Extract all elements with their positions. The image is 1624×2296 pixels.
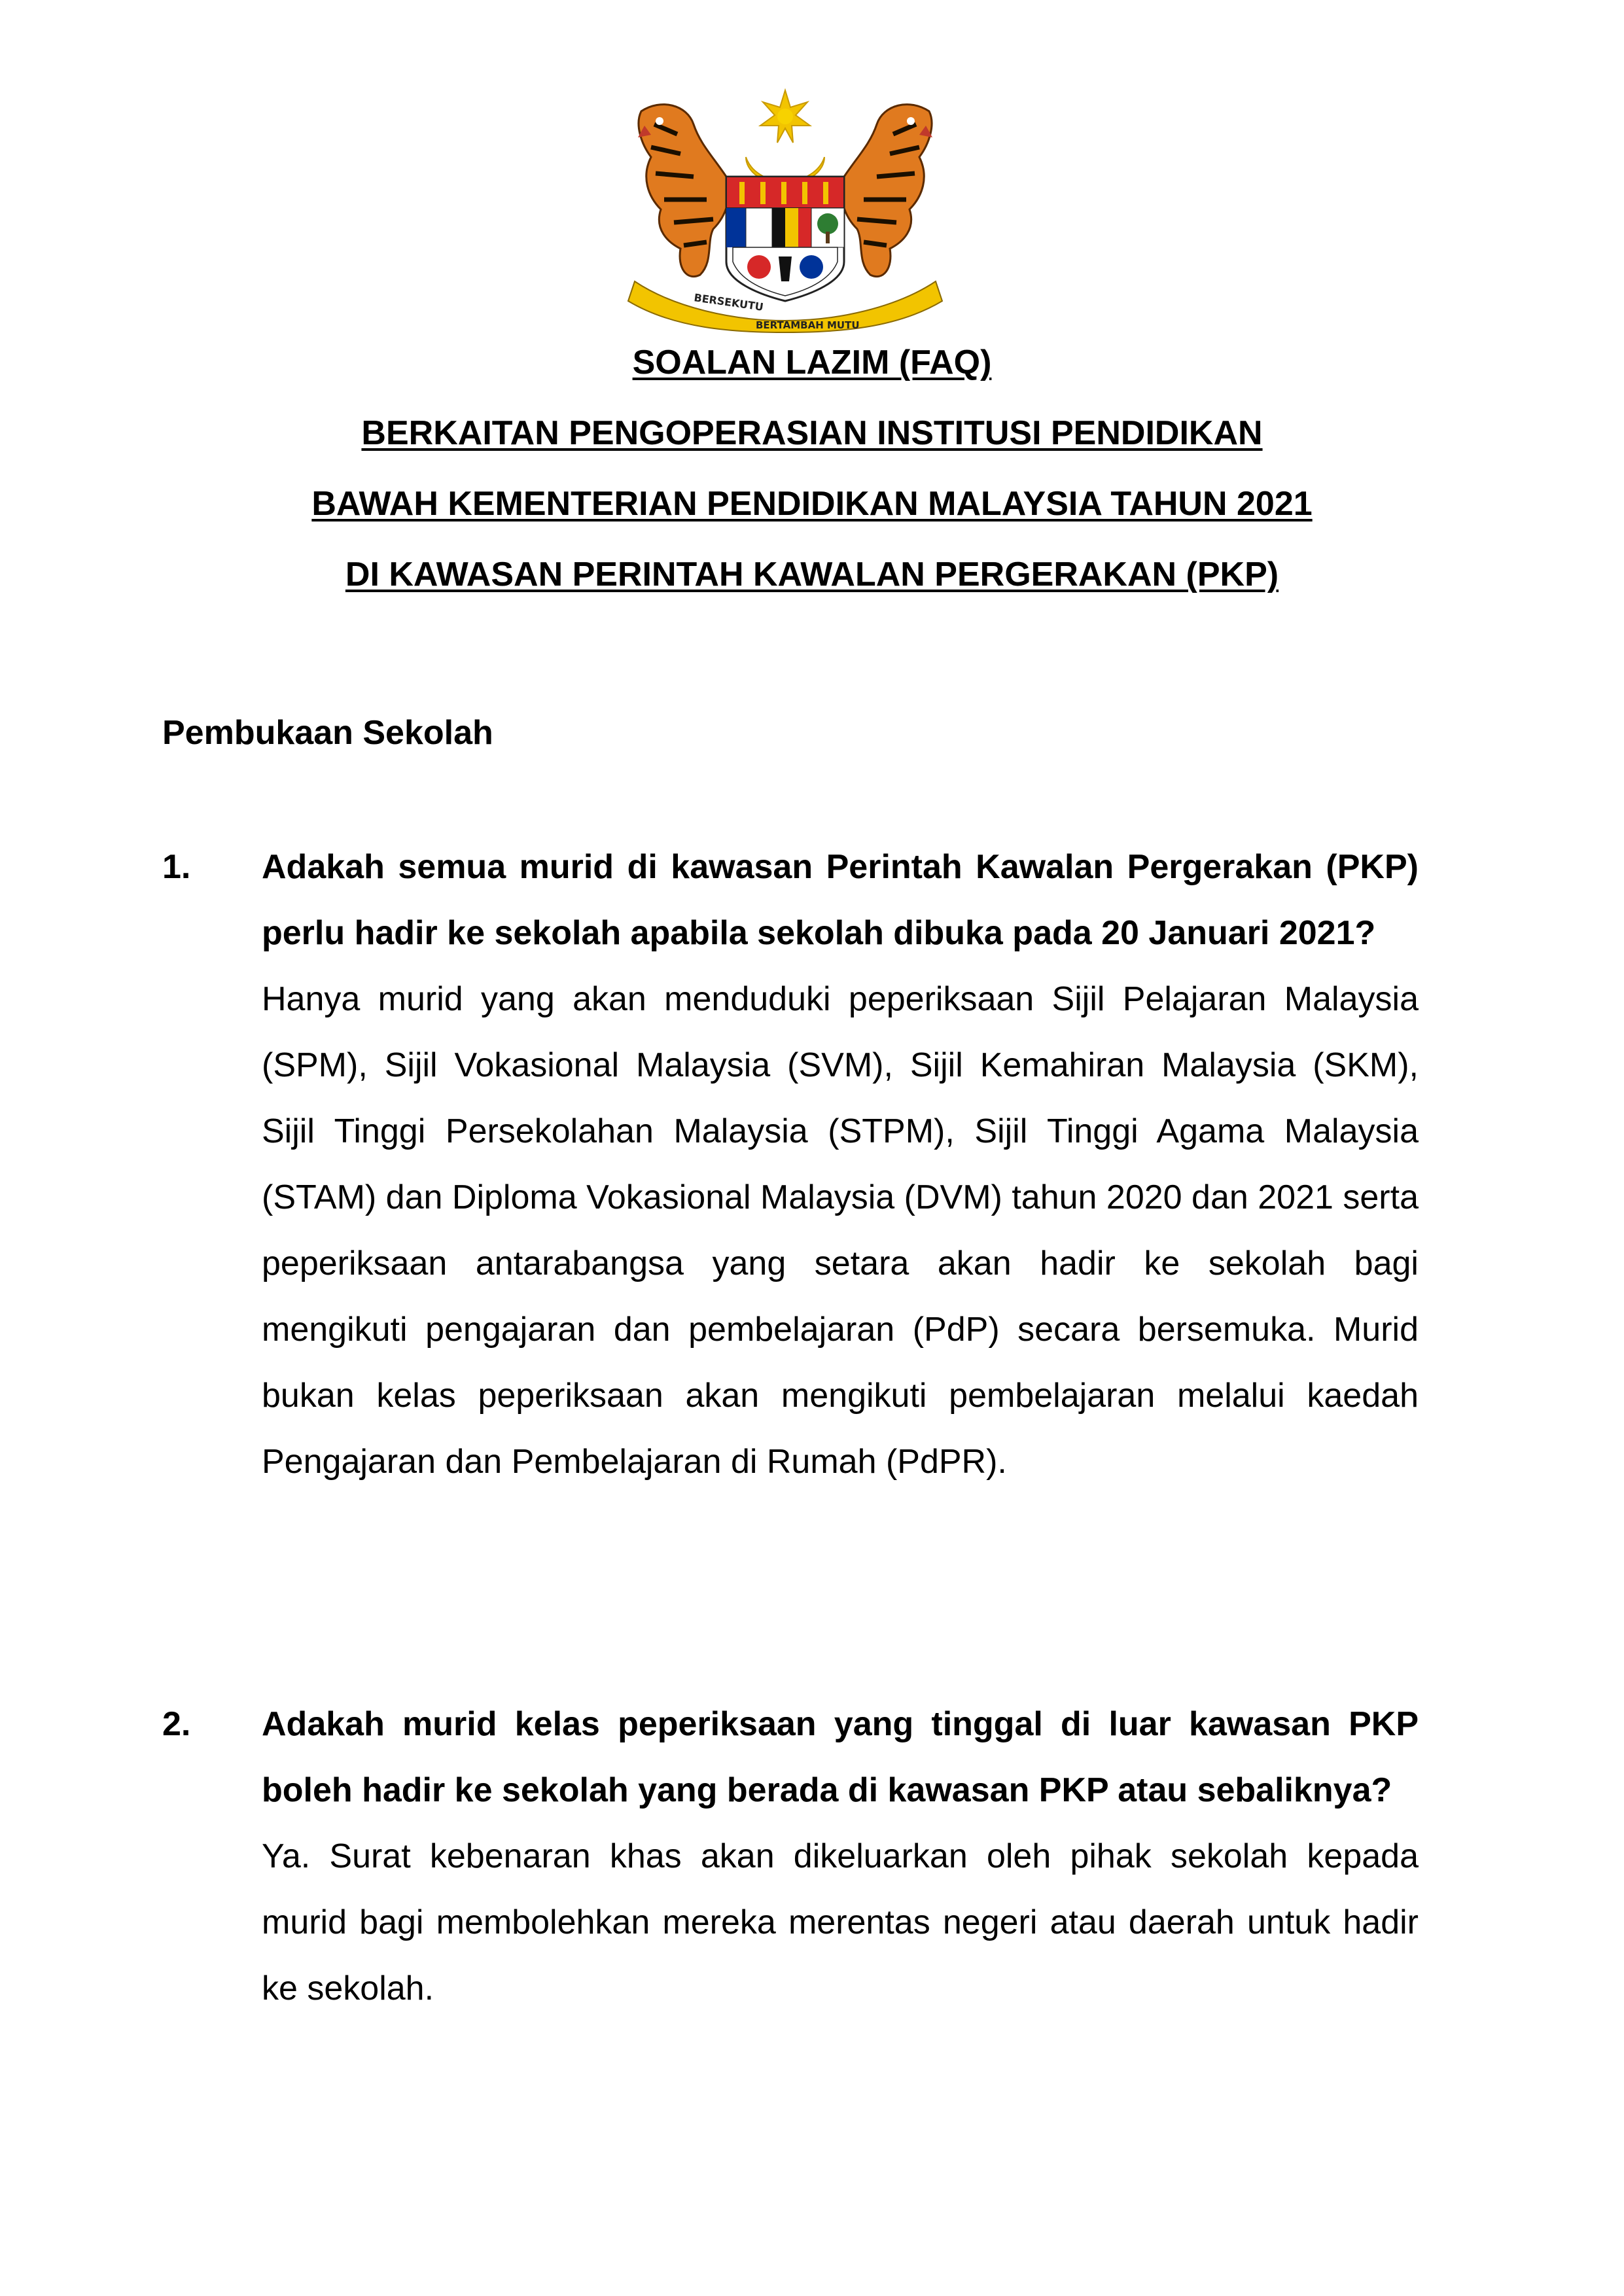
- faq-body: [262, 834, 1419, 1495]
- title-line-4: DI KAWASAN PERINTAH KAWALAN PERGERAKAN (PKP): [345, 556, 1279, 593]
- title-line-2: BERKAITAN PENGOPERASIAN INSTITUSI PENDIDIKAN: [361, 414, 1263, 452]
- svg-text:BERSEKUTU: BERSEKUTU: [693, 291, 764, 313]
- faq-question: Adakah semua murid di kawasan Perintah Kawalan Pergerakan (PKP) perlu hadir ke sekolah apabila sekolah dibuka pada 20 Januari 2021?: [262, 848, 1419, 952]
- coat-of-arms-icon: [615, 85, 955, 334]
- section-heading: Pembukaan Sekolah: [162, 714, 493, 752]
- faq-question: Adakah murid kelas peperiksaan yang tinggal di luar kawasan PKP boleh hadir ke sekolah yang berada di kawasan PKP atau sebaliknya?: [262, 1705, 1419, 1809]
- faq-number: 1.: [162, 848, 191, 886]
- faq-answer: Hanya murid yang akan menduduki peperiksaan Sijil Pelajaran Malaysia (SPM), Sijil Vokasional Malaysia (SVM), Sijil Kemahiran Malaysia (SKM), Sijil Tinggi Persekolahan Malaysia (STPM), Sijil Tinggi Agama Malaysia (STAM) dan Diploma Vokasional Malaysia (DVM) tahun 2020 dan 2021 serta peperiksaan antarabangsa yang setara akan hadir ke sekolah bagi mengikuti pengajaran dan pembelajaran (PdP) secara bersemuka. Murid bukan kelas peperiksaan akan mengikuti pembelajaran melalui kaedah Pengajaran dan Pembelajaran di Rumah (PdPR).: [262, 980, 1419, 1481]
- svg-text:BERTAMBAH MUTU: BERTAMBAH MUTU: [756, 319, 860, 331]
- title-line-3: BAWAH KEMENTERIAN PENDIDIKAN MALAYSIA TAHUN 2021: [311, 485, 1313, 523]
- faq-body: [262, 1691, 1419, 2022]
- title-line-1: SOALAN LAZIM (FAQ): [632, 344, 992, 381]
- faq-answer: Ya. Surat kebenaran khas akan dikeluarkan oleh pihak sekolah kepada murid bagi membolehkan mereka merentas negeri atau daerah untuk hadir ke sekolah.: [262, 1837, 1419, 2007]
- title-block: [0, 344, 1624, 626]
- faq-number: 2.: [162, 1705, 191, 1743]
